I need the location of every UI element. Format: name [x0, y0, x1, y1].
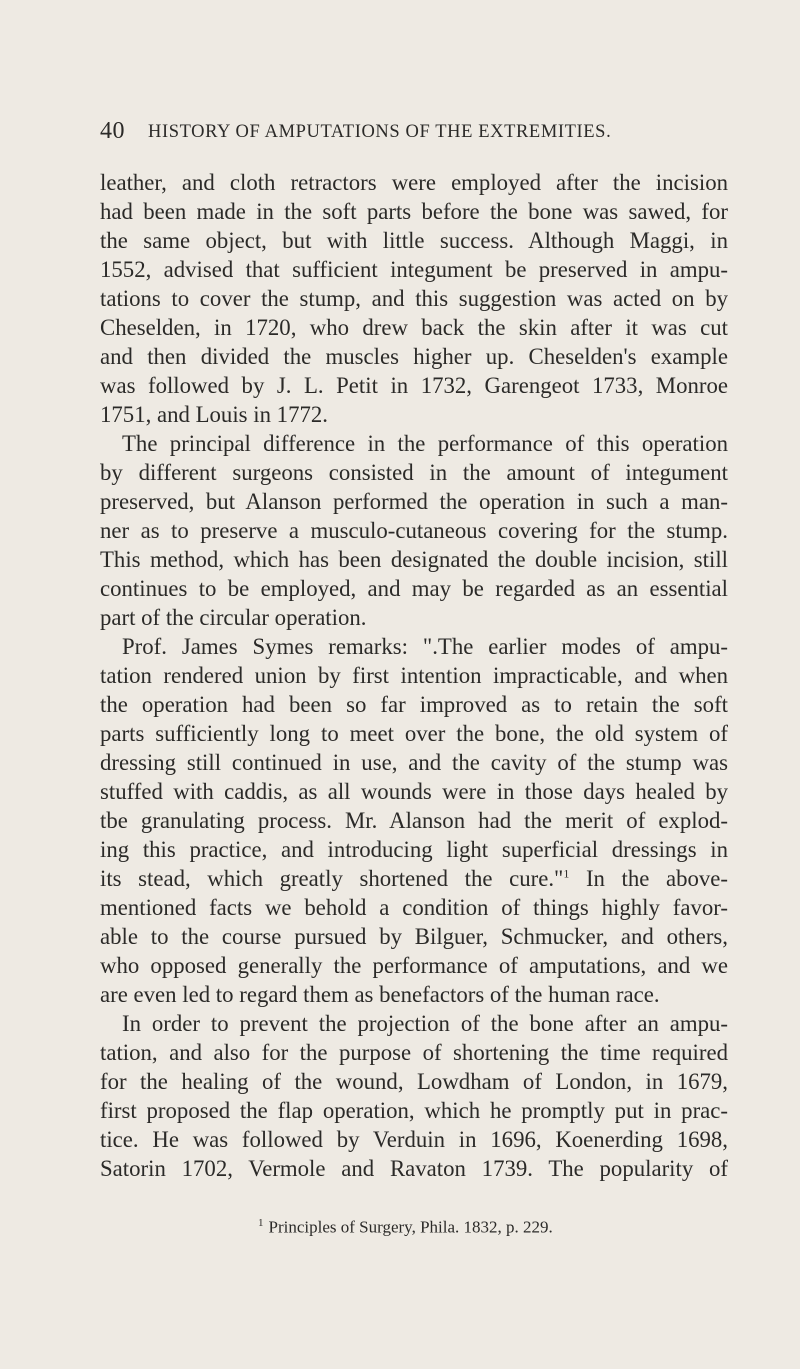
body-text: [100, 168, 728, 1183]
text-line: part of the circular operation.: [100, 605, 367, 630]
text-line-with-footnote: [100, 864, 728, 893]
text-line: Cheselden, in 1720, who drew back the skin after it was cut: [100, 315, 728, 340]
text-segment: its stead, which greatly shortened the cure.": [100, 866, 564, 891]
footnote-mark: 1: [258, 1217, 264, 1229]
text-line: first proposed the flap operation, which he promptly put in prac-: [100, 1098, 728, 1123]
text-line: tations to cover the stump, and this suggestion was acted on by: [100, 286, 728, 311]
text-line: tation rendered union by first intention impracticable, and when: [100, 663, 728, 688]
text-line: for the healing of the wound, Lowdham of London, in 1679,: [100, 1069, 728, 1094]
text-line: able to the course pursued by Bilguer, Schmucker, and others,: [100, 924, 728, 949]
text-line: This method, which has been designated the double incision, still: [100, 547, 728, 572]
text-line: by different surgeons consisted in the amount of integument: [100, 460, 728, 485]
text-line: ner as to preserve a musculo-cutaneous covering for the stump.: [100, 518, 728, 543]
text-line: tation, and also for the purpose of shortening the time required: [100, 1040, 728, 1065]
text-line: the same object, but with little success. Although Maggi, in: [100, 228, 728, 253]
text-line: tbe granulating process. Mr. Alanson had the merit of explod-: [100, 808, 728, 833]
running-title: HISTORY OF AMPUTATIONS OF THE EXTREMITIES.: [148, 122, 612, 142]
text-line: had been made in the soft parts before the bone was sawed, for: [100, 199, 728, 224]
page-number: 40: [100, 118, 125, 144]
text-line: ing this practice, and introducing light superficial dressings in: [100, 837, 728, 862]
text-line: who opposed generally the performance of amputations, and we: [100, 953, 728, 978]
text-line: was followed by J. L. Petit in 1732, Garengeot 1733, Monroe: [100, 373, 728, 398]
text-line: stuffed with caddis, as all wounds were in those days healed by: [100, 779, 728, 804]
text-line: mentioned facts we behold a condition of things highly favor-: [100, 895, 728, 920]
text-line: parts sufficiently long to meet over the bone, the old system of: [100, 721, 728, 746]
text-line: The principal difference in the performance of this operation: [122, 431, 728, 456]
footnote-reference: 1: [563, 866, 570, 881]
text-line: 1552, advised that sufficient integument be preserved in ampu-: [100, 257, 728, 282]
text-line: are even led to regard them as benefactors of the human race.: [100, 982, 660, 1007]
text-line: Prof. James Symes remarks: ".The earlier modes of ampu-: [122, 634, 728, 659]
footnote: [258, 1217, 553, 1238]
text-line: In order to prevent the projection of the bone after an ampu-: [122, 1011, 728, 1036]
text-segment: In the above-: [585, 866, 728, 891]
text-line: tice. He was followed by Verduin in 1696, Koenerding 1698,: [100, 1127, 728, 1152]
text-line: 1751, and Louis in 1772.: [100, 402, 328, 427]
text-line: Satorin 1702, Vermole and Ravaton 1739. The popularity of: [100, 1156, 728, 1181]
text-line: and then divided the muscles higher up. Cheselden's example: [100, 344, 728, 369]
text-line: continues to be employed, and may be regarded as an essential: [100, 576, 728, 601]
running-head: [0, 118, 800, 148]
footnote-text: Principles of Surgery, Phila. 1832, p. 229.: [268, 1217, 553, 1237]
text-line: leather, and cloth retractors were employed after the incision: [100, 170, 728, 195]
text-line: dressing still continued in use, and the cavity of the stump was: [100, 750, 728, 775]
text-line: the operation had been so far improved as to retain the soft: [100, 692, 728, 717]
text-line: preserved, but Alanson performed the operation in such a man-: [100, 489, 728, 514]
